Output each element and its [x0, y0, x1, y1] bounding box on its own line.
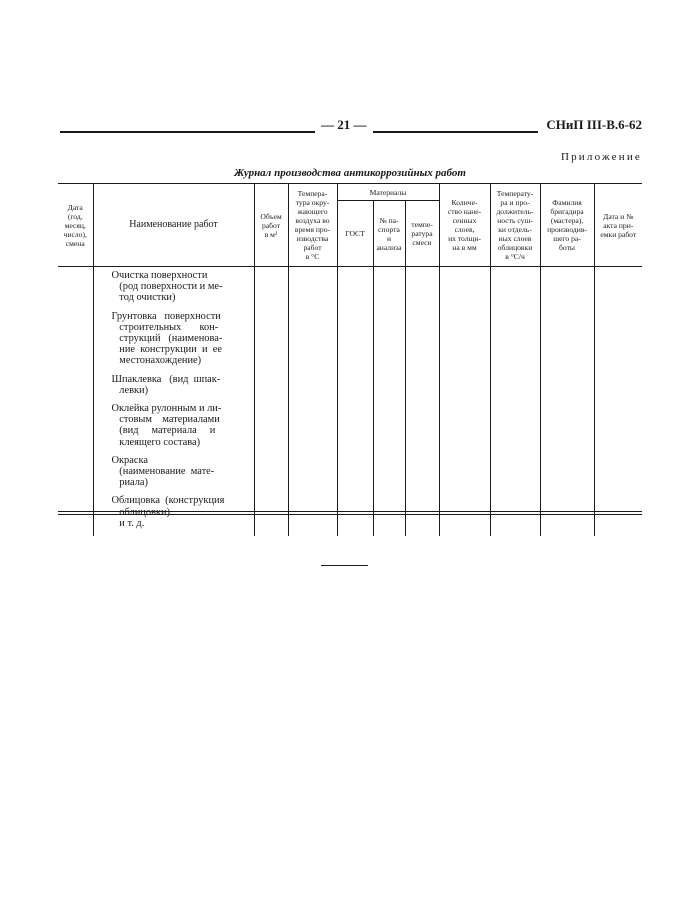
column-gost: ГОСТ — [337, 201, 373, 267]
cell-drying — [490, 267, 540, 537]
cell-works — [93, 267, 254, 537]
cell-foreman — [540, 267, 594, 537]
cell-passport — [373, 267, 405, 537]
work-item-priming: Грунтовка поверхности строительных кон- струкций (наименова- ние конструкции и ее местонахождение) — [111, 310, 223, 367]
column-volume: Объем работ в м² — [254, 184, 288, 267]
table-row — [58, 267, 642, 537]
cell-acceptance — [594, 267, 642, 537]
column-layers: Количе- ство нане- сенных слоев, их толщи- на в мм — [439, 184, 490, 267]
cell-volume — [254, 267, 288, 537]
work-item-facing: Облицовка (конструкция облицовки) и т. д. — [111, 495, 225, 529]
column-foreman: Фамилия бригадира (мастера), производив- шего ра- боты — [540, 184, 594, 267]
column-date: Дата (год, месяц, число), смена — [58, 184, 93, 267]
journal-title: Журнал производства антикоррозийных работ — [234, 167, 466, 179]
work-item-cleaning: Очистка поверхности (род поверхности и ме- тод очистки) — [111, 270, 223, 304]
works-list — [94, 267, 254, 529]
table-bottom-rule-double — [58, 514, 642, 515]
page-number: — 21 — — [315, 117, 373, 133]
end-of-document-rule — [321, 565, 368, 566]
column-group-materials: Материалы — [337, 184, 439, 201]
table-bottom-rule — [58, 511, 642, 512]
work-item-painting: Окраска (наименование мате- риала) — [111, 454, 215, 489]
column-works: Наименование работ — [93, 184, 254, 267]
appendix-label: Приложение — [560, 151, 642, 163]
column-passport: № па- спорта и анализа — [373, 201, 405, 267]
journal-table — [58, 183, 642, 536]
column-air-temperature: Темпера- тура окру- жающего воздуха во время про- изводства работ в °С — [288, 184, 337, 267]
document-code: СНиП III-В.6-62 — [538, 117, 642, 133]
cell-gost — [337, 267, 373, 537]
cell-mix-temperature — [405, 267, 439, 537]
work-item-gluing: Оклейка рулонным и ли- стовым материалами (вид материала и клеящего состава) — [111, 403, 222, 448]
work-item-puttying: Шпаклевка (вид шпак- левки) — [111, 373, 221, 396]
column-acceptance: Дата и № акта при- емки работ — [594, 184, 642, 267]
column-mix-temperature: темпе- ратура смеси — [405, 201, 439, 267]
cell-air-temperature — [288, 267, 337, 537]
cell-layers — [439, 267, 490, 537]
column-drying: Температу- ра и про- должитель- ность суш- ки отдель- ных слоев облицовки в °С/ч — [490, 184, 540, 267]
cell-date — [58, 267, 93, 537]
